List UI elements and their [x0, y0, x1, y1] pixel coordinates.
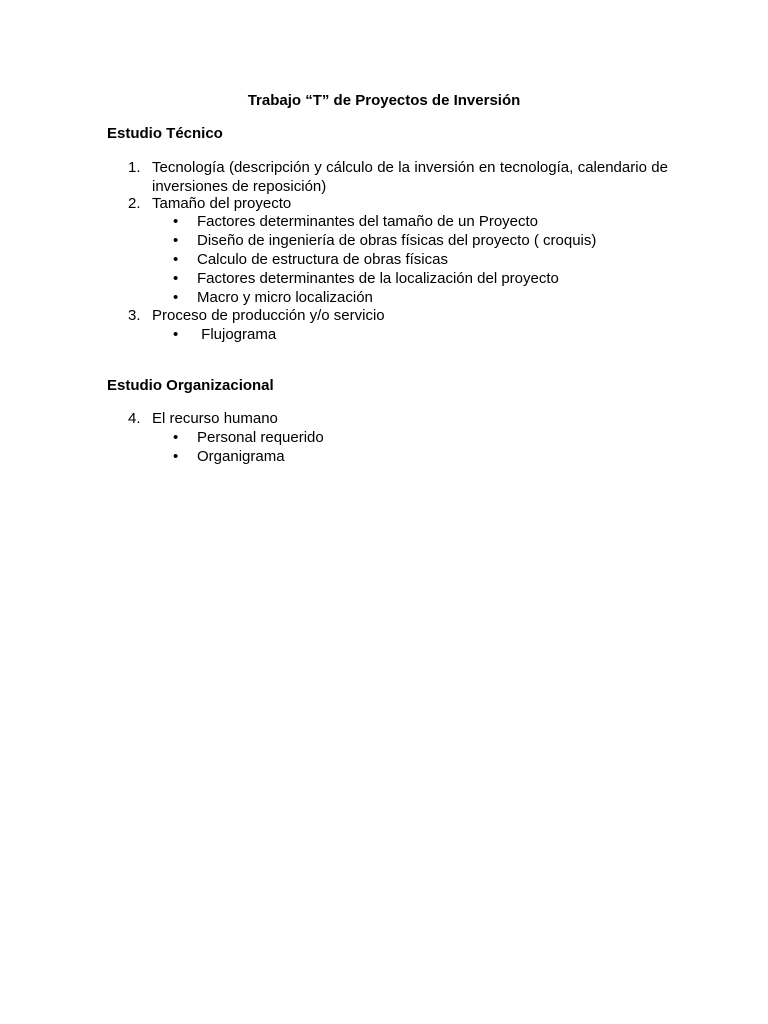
document-title: Trabajo “T” de Proyectos de Inversión [247, 92, 521, 109]
bullet-item [173, 447, 653, 466]
item-number: 3. [128, 307, 141, 324]
item-number: 4. [128, 410, 141, 427]
bullet-item [173, 269, 653, 288]
list-item [128, 158, 668, 196]
bullet-item [173, 212, 653, 231]
bullet-item [173, 231, 653, 250]
section-heading-estudio-tecnico: Estudio Técnico [107, 125, 223, 142]
bullet-text: Organigrama [197, 448, 285, 465]
item-text: Tecnología (descripción y cálculo de la inversión en tecnología, calendario de inversiones de reposición) [152, 159, 668, 195]
item-text: Proceso de producción y/o servicio [152, 307, 385, 324]
bullet-text: Personal requerido [197, 429, 324, 446]
bullet-item [173, 250, 653, 269]
item-text: Tamaño del proyecto [152, 195, 292, 212]
bullet-text: Diseño de ingeniería de obras físicas del proyecto ( croquis) [197, 232, 597, 249]
bullet-text: Macro y micro localización [197, 289, 373, 306]
bullet-text: Factores determinantes del tamaño de un Proyecto [197, 213, 539, 230]
bullet-text: Flujograma [197, 326, 277, 343]
bullet-text: Calculo de estructura de obras físicas [197, 251, 448, 268]
bullet-glyph: • [173, 448, 179, 465]
bullet-glyph: • [173, 429, 179, 446]
list-item [128, 409, 668, 428]
bullet-glyph: • [173, 289, 179, 306]
bullet-item [173, 428, 653, 447]
bullet-glyph: • [173, 232, 179, 249]
section-heading-estudio-organizacional: Estudio Organizacional [107, 377, 274, 394]
bullet-glyph: • [173, 326, 179, 343]
item-number: 2. [128, 195, 141, 212]
list-item [128, 194, 668, 213]
list-item [128, 306, 668, 325]
bullet-glyph: • [173, 251, 179, 268]
item-number: 1. [128, 159, 141, 176]
bullet-item [173, 325, 653, 344]
item-text: El recurso humano [152, 410, 278, 427]
bullet-item [173, 288, 653, 307]
bullet-glyph: • [173, 213, 179, 230]
bullet-text: Factores determinantes de la localización del proyecto [197, 270, 559, 287]
bullet-glyph: • [173, 270, 179, 287]
